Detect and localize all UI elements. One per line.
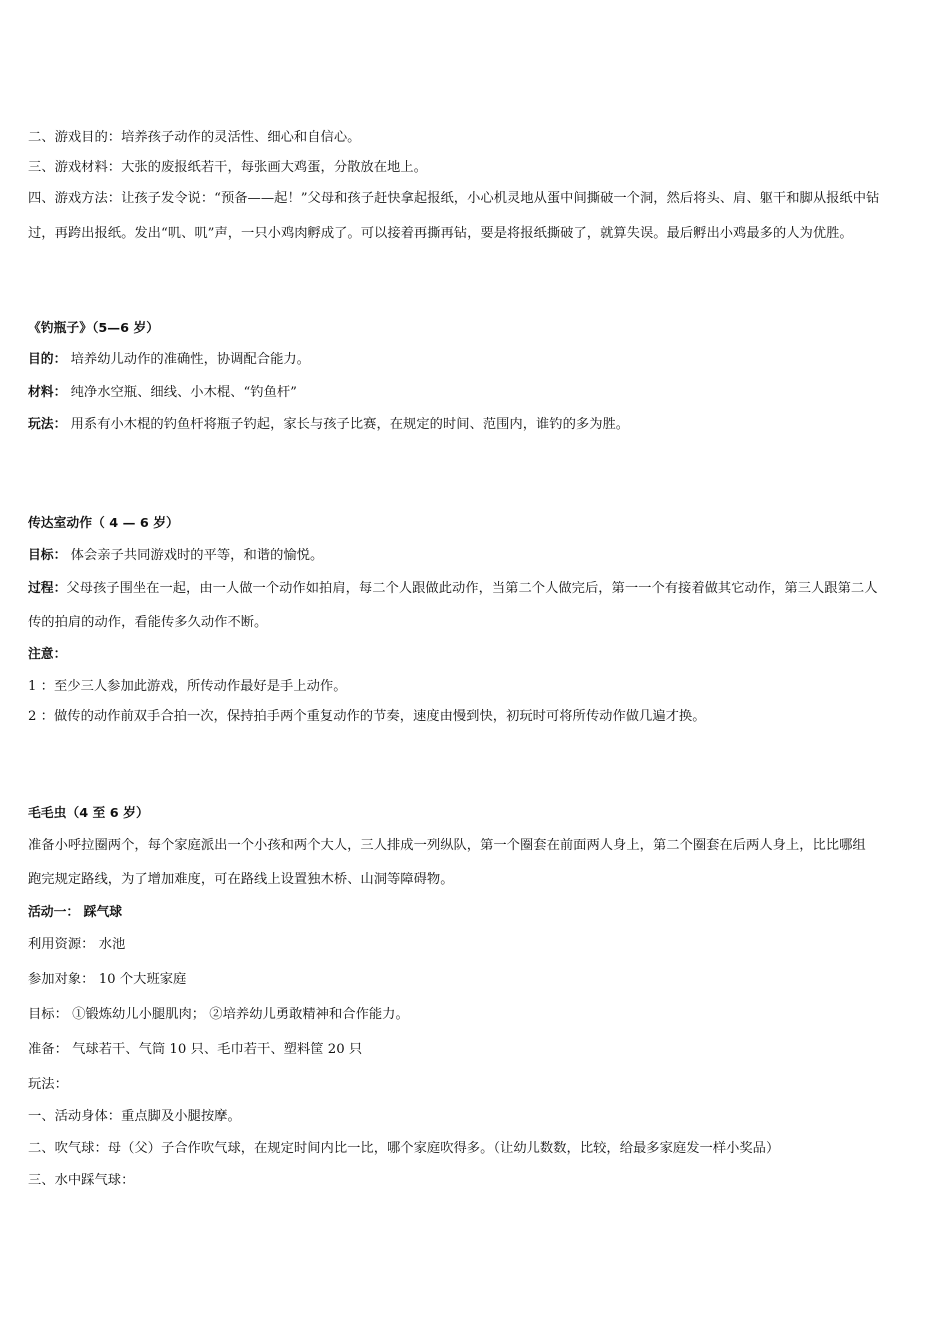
relay-action-title: 传达室动作（ 4 — 6 岁） [28, 516, 179, 531]
relay-process-line1 [28, 580, 878, 598]
activity-step-2: 二、吹气球：母（父）子合作吹气球，在规定时间内比一比，哪个家庭吹得多。（让幼儿数数，比较，给最多家庭发一样小奖品） [28, 1141, 780, 1156]
caterpillar-desc-line1: 准备小呼拉圈两个，每个家庭派出一个小孩和两个大人，三人排成一列纵队，第一个圈套在前面两人身上，第二个圈套在后两人身上，比比哪组 [28, 838, 866, 853]
relay-note-1: 1 ：至少三人参加此游戏，所传动作最好是手上动作。 [28, 679, 347, 694]
activity-participants: 参加对象： 10 个大班家庭 [28, 972, 187, 987]
game-goal-text: 二、游戏目的：培养孩子动作的灵活性、细心和自信心。 [28, 130, 361, 145]
caterpillar-desc-line2: 跑完规定路线，为了增加难度，可在路线上设置独木桥、山洞等障碍物。 [28, 872, 454, 887]
relay-note-2: 2 ：做传的动作前双手合拍一次，保持拍手两个重复动作的节奏，速度由慢到快，初玩时可将所传动作做几遍才换。 [28, 709, 706, 724]
relay-goal [28, 547, 323, 565]
activity-step-3: 三、水中踩气球： [28, 1173, 135, 1188]
relay-process-line2: 传的拍肩的动作，看能传多久动作不断。 [28, 615, 268, 630]
relay-note-label: 注意： [28, 647, 67, 662]
relay-process-text1: 父母孩子围坐在一起，由一人做一个动作如拍肩，每二个人跟做此动作，当第二个人做完后，第一一个有接着做其它动作，第三人跟第二人 [66, 581, 878, 596]
fishing-materials [28, 384, 297, 402]
game-method-line1: 四、游戏方法：让孩子发令说：“预备——起！”父母和孩子赶快拿起报纸，小心机灵地从蛋中间撕破一个洞，然后将头、肩、躯干和脚从报纸中钻 [28, 191, 880, 206]
relay-goal-label: 目标： [28, 548, 67, 563]
activity-one-title: 活动一： 踩气球 [28, 905, 123, 920]
fishing-goal-text: 培养幼儿动作的准确性，协调配合能力。 [66, 352, 310, 367]
caterpillar-title: 毛毛虫（4 至 6 岁） [28, 806, 149, 821]
game-method-line2: 过，再跨出报纸。发出“叽、叽”声，一只小鸡肉孵成了。可以接着再撕再钻，要是将报纸撕破了，就算失误。最后孵出小鸡最多的人为优胜。 [28, 226, 853, 241]
fishing-goal [28, 351, 310, 369]
activity-prep: 准备： 气球若干、气筒 10 只、毛巾若干、塑料筐 20 只 [28, 1042, 363, 1057]
fishing-bottle-title: 《钓瓶子》（5—6 岁） [28, 321, 160, 336]
fishing-materials-text: 纯净水空瓶、细线、小木棍、“钓鱼杆” [66, 385, 297, 400]
fishing-play [28, 416, 629, 434]
fishing-play-text: 用系有小木棍的钓鱼杆将瓶子钓起，家长与孩子比赛，在规定的时间、范围内，谁钓的多为胜。 [66, 417, 630, 432]
activity-goal: 目标： ①锻炼幼儿小腿肌肉； ②培养幼儿勇敢精神和合作能力。 [28, 1007, 409, 1022]
relay-process-label: 过程： [28, 581, 67, 596]
activity-step-1: 一、活动身体：重点脚及小腿按摩。 [28, 1109, 241, 1124]
game-materials-text: 三、游戏材料：大张的废报纸若干，每张画大鸡蛋，分散放在地上。 [28, 160, 427, 175]
fishing-play-label: 玩法： [28, 417, 67, 432]
fishing-materials-label: 材料： [28, 385, 67, 400]
activity-play-label: 玩法： [28, 1077, 68, 1092]
activity-resources: 利用资源： 水池 [28, 937, 126, 952]
fishing-goal-label: 目的： [28, 352, 67, 367]
relay-goal-text: 体会亲子共同游戏时的平等，和谐的愉悦。 [66, 548, 324, 563]
